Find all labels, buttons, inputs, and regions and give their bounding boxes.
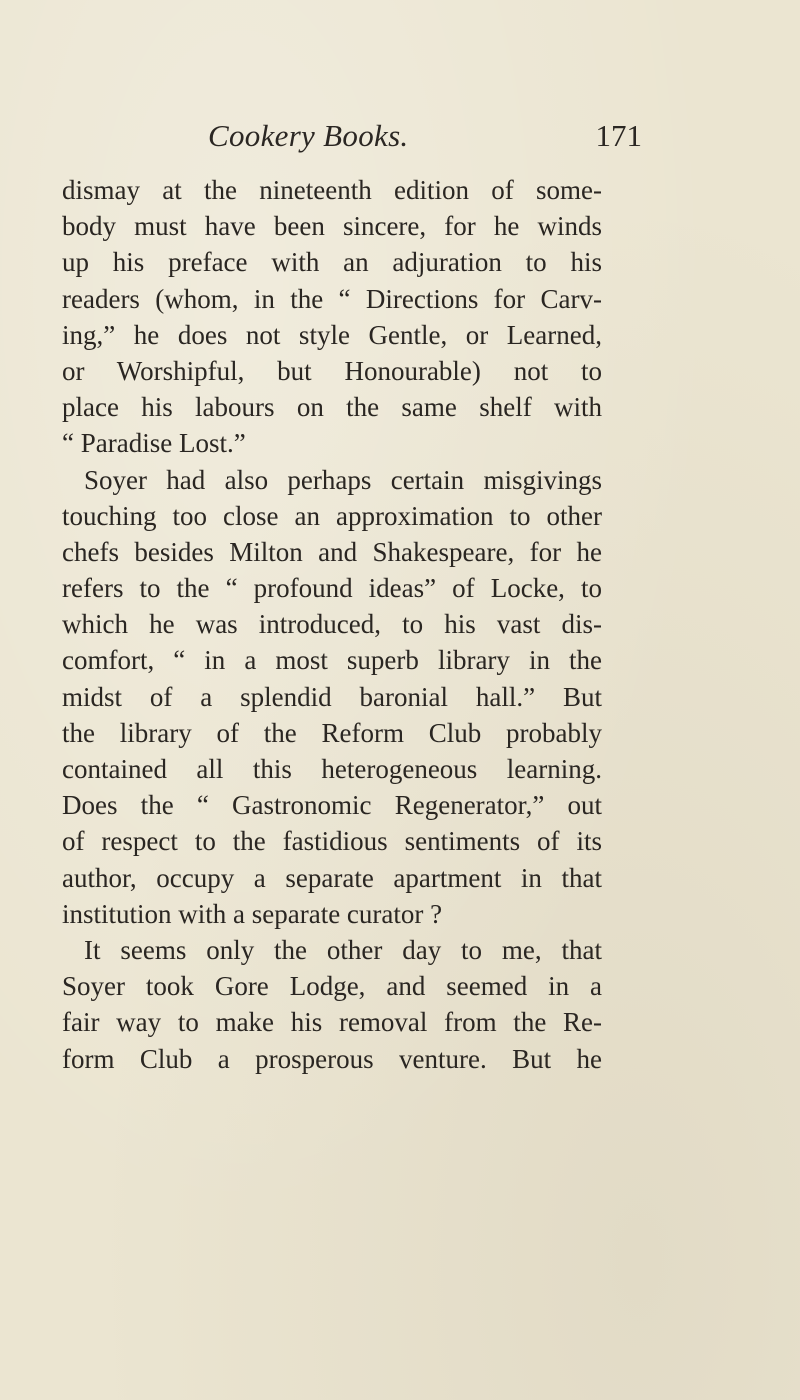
text-line: touching too close an approximation to other (62, 500, 602, 531)
page-number: 171 (595, 118, 642, 153)
text-line: contained all this heterogeneous learning. (62, 754, 602, 784)
text-line: comfort, “ in a most superb library in the (62, 645, 602, 676)
text-line: institution with a separate curator ? (62, 898, 443, 929)
body-text (62, 172, 602, 1077)
text-line: It seems only the other day to me, that (84, 934, 602, 965)
running-head: Cookery Books. (208, 118, 409, 153)
text-line: ing,” he does not style Gentle, or Learned, (62, 319, 602, 350)
text-line: which he was introduced, to his vast dis- (62, 609, 602, 640)
text-line: refers to the “ profound ideas” of Locke, to (62, 573, 602, 604)
text-line: place his labours on the same shelf with (62, 392, 602, 423)
text-line: of respect to the fastidious sentiments of its (62, 826, 602, 857)
text-line: “ Paradise Lost.” (62, 428, 246, 459)
text-line: Does the “ Gastronomic Regenerator,” out (62, 790, 602, 821)
text-line: body must have been sincere, for he winds (62, 211, 602, 242)
page-header (60, 118, 740, 168)
text-line: Soyer took Gore Lodge, and seemed in a (62, 971, 602, 1002)
text-line: or Worshipful, but Honourable) not to (62, 355, 602, 386)
text-line: chefs besides Milton and Shakespeare, for he (62, 536, 602, 567)
text-line: readers (whom, in the “ Directions for Carv- (62, 283, 602, 314)
text-line: author, occupy a separate apartment in that (62, 862, 602, 893)
text-line: the library of the Reform Club probably (62, 717, 602, 748)
text-line: midst of a splendid baronial hall.” But (62, 681, 602, 712)
text-line: form Club a prosperous venture. But he (62, 1043, 602, 1074)
text-line: dismay at the nineteenth edition of some- (62, 175, 602, 205)
text-line: Soyer had also perhaps certain misgivings (84, 464, 602, 495)
text-line: fair way to make his removal from the Re- (62, 1007, 602, 1038)
text-line: up his preface with an adjuration to his (62, 247, 602, 278)
